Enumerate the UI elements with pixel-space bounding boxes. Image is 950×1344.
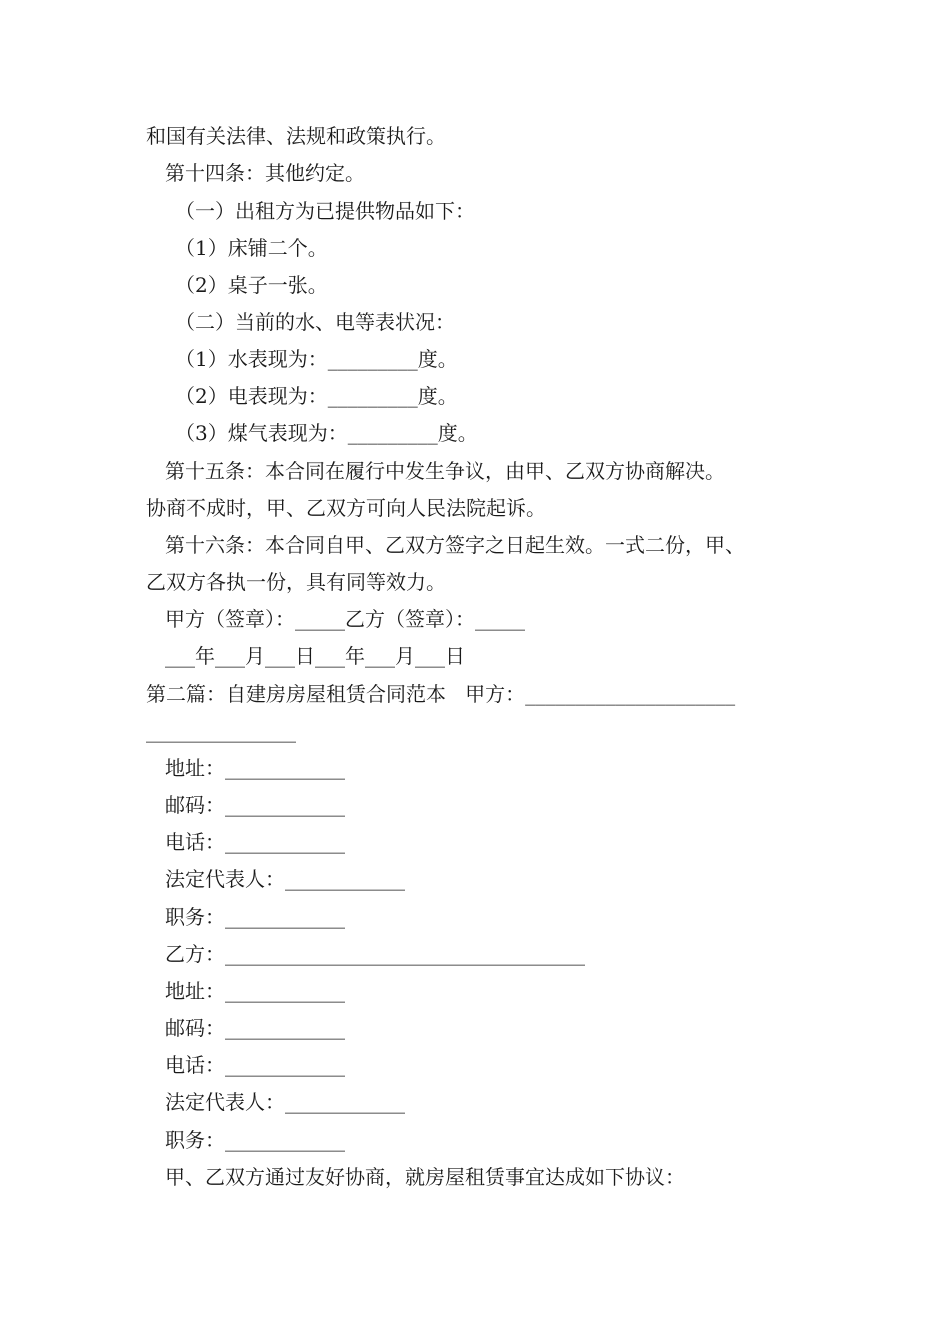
blank-line: _______________: [146, 719, 296, 743]
list-item: （1）水表现为：_________度。: [175, 347, 458, 371]
article-15-text: 第十五条：本合同在履行中发生争议，由甲、乙双方协商解决。: [165, 459, 725, 483]
text-line: （二）当前的水、电等表状况：: [175, 310, 455, 334]
field-phone: 电话：____________: [165, 1053, 345, 1077]
field-address: 地址：____________: [165, 979, 345, 1003]
list-item: （2）电表现为：_________度。: [175, 384, 458, 408]
field-legal-rep: 法定代表人：____________: [165, 1090, 405, 1114]
list-item: （2）桌子一张。: [175, 273, 328, 297]
text-line: 和国有关法律、法规和政策执行。: [146, 124, 446, 148]
field-position: 职务：____________: [165, 1128, 345, 1152]
text-line: 乙双方各执一份，具有同等效力。: [146, 570, 446, 594]
text-line: （一）出租方为已提供物品如下：: [175, 199, 475, 223]
article-14-heading: 第十四条：其他约定。: [165, 161, 365, 185]
field-address: 地址：____________: [165, 756, 345, 780]
field-position: 职务：____________: [165, 905, 345, 929]
field-phone: 电话：____________: [165, 830, 345, 854]
signature-line: 甲方（签章）：_____乙方（签章）：_____: [165, 607, 525, 631]
agreement-intro: 甲、乙双方通过友好协商，就房屋租赁事宜达成如下协议：: [165, 1165, 685, 1189]
article-16-text: 第十六条：本合同自甲、乙双方签字之日起生效。一式二份，甲、: [165, 533, 745, 557]
list-item: （3）煤气表现为：_________度。: [175, 421, 478, 445]
field-legal-rep: 法定代表人：____________: [165, 867, 405, 891]
field-postcode: 邮码：____________: [165, 1016, 345, 1040]
text-line: 协商不成时，甲、乙双方可向人民法院起诉。: [146, 496, 546, 520]
list-item: （1）床铺二个。: [175, 236, 328, 260]
field-postcode: 邮码：____________: [165, 793, 345, 817]
section-2-heading: 第二篇：自建房房屋租赁合同范本 甲方：_____________________: [146, 682, 736, 706]
field-party-b: 乙方：____________________________________: [165, 942, 585, 966]
date-line: ___年___月___日___年___月___日: [165, 644, 465, 668]
